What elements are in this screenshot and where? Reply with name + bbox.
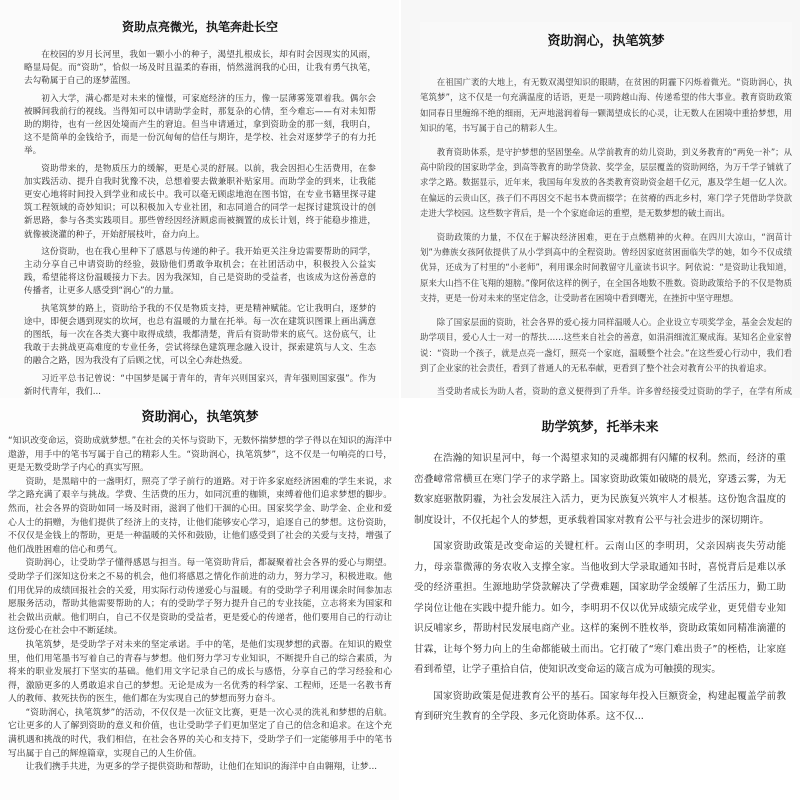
- document-page-1: [0, 0, 400, 398]
- paragraph: 资助带来的，是物质压力的缓解，更是心灵的舒展。以前，我会因担心生活费用，在参加实践活动、提升自我时犹豫不决，总想着要去做兼职补贴家用。而助学金的到来，让我能更安心地将时间投入到学业和成长中。我可以毫无顾虑地泡在图书馆，在专业书籍里探寻建筑工程领域的奇妙知识；可以积极加入专业社团，和志同道合的同学一起探讨建筑设计的创新思路，参与各类实践项目。那些曾经因经济顾虑而被搁置的成长计划，终于能稳步推进，就像被浇灌的种子，开始舒展枝叶，奋力向上。: [24, 163, 376, 240]
- document-title: 资助点亮微光，执笔奔赴长空: [121, 20, 278, 34]
- paragraph: 国家资助政策是促进教育公平的基石。国家每年投入巨额资金，构建起覆盖学前教育到研究生教育的全学段、多元化资助体系。这不仅...: [414, 690, 786, 722]
- document-title: 资助润心，执笔筑梦: [547, 34, 665, 49]
- paragraph: 执笔筑梦的路上，资助给予我的不仅是物质支持，更是精神赋能。它让我明白，逐梦的途中，即便会遇到现实的坎坷，也总有温暖的力量在托举。每一次在建筑识图课上画出满意的图纸，每一次在各类大赛中取得成绩，我都清楚，背后有资助带来的底气。这份底气，让我敢于去挑战更高难度的专业任务，尝试将绿色建筑理念融入设计，探索建筑与人文、生态的融合之路，因为我没有了后顾之忧，可以全心奔赴热爱。: [24, 303, 376, 367]
- paragraph: 除了国家层面的资助，社会各界的爱心接力同样温暖人心。企业设立专项奖学金，基金会发起的助学项目，爱心人士一对一的帮扶……这些来自社会的善意，如涓涓细流汇聚成海。某知名企业家曾说：“资助一个孩子，就是点亮一盏灯，照亮一个家庭，温暖整个社会。”在这些爱心行动中，我们看到了企业家的社会责任，看到了普通人的无私奉献，更看到了整个社会对教育公平的执着追求。: [420, 316, 792, 373]
- paragraph: 资助润心，让受助学子懂得感恩与担当。每一笔资助背后，都凝聚着社会各界的爱心与期望。受助学子们深知这份来之不易的机会，他们将感恩之情化作前进的动力，努力学习，积极进取。他们用优异的成绩回报社会的关爱，用实际行动传递爱心与温暖。有的受助学子利用课余时间参加志愿服务活动，帮助其他需要帮助的人；有的受助学子努力提升自己的专业技能，立志将来为国家和社会做出贡献。他们明白，自己不仅是资助的受益者，更是爱心的传递者，他们要用自己的行动让这份爱心在社会中不断延续。: [8, 558, 392, 637]
- paragraph: “资助润心，执笔筑梦”的活动，不仅仅是一次征文比赛，更是一次心灵的洗礼和梦想的启航。它让更多的人了解到资助的意义和价值，也让受助学子们更加坚定了自己的信念和追求。在这个充满机遇和挑战的时代，我们相信，在社会各界的关心和支持下，受助学子们一定能够用手中的笔书写出属于自己的辉煌篇章，实现自己的人生价值。: [8, 707, 392, 759]
- paragraph: 当受助者成长为助人者，资助的意义便得到了升华。许多曾经接受过资助的学子，在学有所成: [436, 386, 792, 397]
- document-page-2: [400, 0, 800, 398]
- paragraph: 这份资助，也在我心里种下了感恩与传递的种子。我开始更关注身边需要帮助的同学，主动分享自己申请资助的经验，鼓励他们勇敢争取机会；在社团活动中，积极投入公益实践，希望能将这份温暖接力下去。因为我深知，自己是资助的受益者，也该成为这份善意的传播者，让更多人感受到“润心”的力量。: [24, 246, 376, 297]
- paragraph: 习近平总书记曾说：“中国梦是属于青年的，青年兴则国家兴，青年强则国家强”。作为新时代青年，我们...: [24, 373, 376, 397]
- document-page-3: [0, 398, 400, 800]
- paragraph: 在祖国广袤的大地上，有无数双渴望知识的眼睛，在贫困的阴霾下闪烁着微光。“资助润心，执笔筑梦”，这不仅是一句充满温度的话语，更是一项跨越山海、传递希望的伟大事业。教育资助政策如同春日里缠绵不绝的细雨，无声地滋润着每一颗渴望成长的心灵，让无数人在困境中重拾梦想，用知识的笔，书写属于自己的精彩人生。: [420, 77, 792, 134]
- paragraph: 在校园的岁月长河里，我如一颗小小的种子，渴望扎根成长，却有时会因现实的风雨，略显局促。而“资助”，恰似一场及时且温柔的春雨，悄然滋润我的心田，让我有勇气执笔，去勾勒属于自己的逐梦蓝图。: [24, 50, 376, 87]
- paragraph: 在浩瀚的知识星河中，每一个渴望求知的灵魂都拥有闪耀的权利。然而，经济的重峦叠嶂常常横亘在寒门学子的求学路上。国家资助政策如破晓的晨光，穿透云雾，为无数家庭驱散阴霾，为社会发展注入活力，更为民族复兴筑牢人才根基。这份饱含温度的制度设计，不仅托起个人的梦想，更承载着国家对教育公平与社会进步的深切期许。: [414, 453, 786, 526]
- document-body: [420, 22, 792, 398]
- paragraph: 国家资助政策是改变命运的关键杠杆。云南山区的李明玥，父亲因病丧失劳动能力，母亲靠微薄的务农收入支撑全家。当他收到大学录取通知书时，喜悦背后是难以承受的经济重担。生源地助学贷款解决了学费难题，国家助学金缓解了生活压力，勤工助学岗位让他在实践中提升能力。如今，李明玥不仅以优异成绩完成学业，更凭借专业知识反哺家乡，帮助村民发展电商产业。这样的案例不胜枚举，资助政策如同精准滴灌的甘霖，让每个努力向上的生命都能破土而出。它打破了“寒门难出贵子”的桎梏，让家庭看到希望，让学子重拾自信，使知识改变命运的箴言成为可触摸的现实。: [414, 541, 786, 675]
- document-body: [414, 408, 786, 800]
- paragraph: “知识改变命运，资助成就梦想。”在社会的关怀与资助下，无数怀揣梦想的学子得以在知识的海洋中遨游，用手中的笔书写属于自己的精彩人生。“资助润心，执笔筑梦”，这不仅是一句响亮的口号，更是无数受助学子内心的真实写照。: [8, 436, 392, 474]
- paragraph: 初入大学，满心都是对未来的憧憬，可家庭经济的压力，像一层薄雾笼罩着我。偶尔会被瞬间我前行的视线。当得知可以申请助学金时，那复杂的心情，至今难忘——有对未知帮助的期待，也有一丝因处境而产生的窘迫。但当申请通过，拿到资助金的那一刻，我明白，这不是简单的金钱给予，而是一份沉甸甸的信任与期许，是学校、社会对逐梦学子的有力托举。: [24, 93, 376, 157]
- page-divider: [399, 0, 401, 800]
- document-body: [24, 18, 376, 398]
- paragraph: 资助政策的力量，不仅在于解决经济困难，更在于点燃精神的火种。在四川大凉山，“润苗计划”为彝族女孩阿依提供了从小学到高中的全程资助。曾经因家庭贫困面临失学的她，如今不仅成绩优异，还成为了村里的“小老师”，利用课余时间教留守儿童读书识字。阿依说：“是资助让我知道，原来大山挡不住飞翔的翅膀。”像阿依这样的例子，在全国各地数不胜数。资助政策给予的不仅是物质支持，更是一份对未来的坚定信念，让受助者在困境中看到曙光，在挫折中坚守理想。: [420, 231, 792, 304]
- document-page-4: [400, 398, 800, 800]
- paragraph: 资助，是黑暗中的一盏明灯，照亮了学子前行的道路。对于许多家庭经济困难的学生来说，求学之路充满了艰辛与挑战。学费、生活费的压力，如同沉重的枷锁，束缚着他们追求梦想的脚步。然而，社会各界的资助如同一场及时雨，滋润了他们干涸的心田。国家奖学金、助学金、企业和爱心人士的捐赠，为他们提供了经济上的支持，让他们能够安心学习，追逐自己的梦想。这份资助，不仅仅是金钱上的帮助，更是一种温暖的关怀和鼓励，让他们感受到了社会的关爱与支持，增强了他们战胜困难的信心和勇气。: [8, 476, 392, 555]
- paragraph: 教育资助体系，是守护梦想的坚固堡垒。从学前教育的幼儿资助，到义务教育的“两免一补”；从高中阶段的国家助学金，到高等教育的助学贷款、奖学金，层层覆盖的资助网络，为万千学子铺就了求学之路。数据显示，近年来，我国每年发放的各类教育资助资金超千亿元，惠及学生超一亿人次。在偏远的云贵山区，孩子们不再因交不起书本费而辍学；在贫瘠的西北乡村，寒门学子凭借助学贷款走进大学校园。这些数字背后，是一个个家庭命运的重塑，是无数梦想的破土而出。: [420, 146, 792, 219]
- document-title: 资助润心，执笔筑梦: [141, 410, 259, 425]
- document-body: [8, 406, 392, 800]
- paragraph: 让我们携手共进，为更多的学子提供资助和帮助，让他们在知识的海洋中自由翱翔，让梦...: [25, 762, 378, 773]
- paragraph: 执笔筑梦，是受助学子对未来的坚定承诺。手中的笔，是他们实现梦想的武器。在知识的殿堂里，他们用笔墨书写着自己的青春与梦想。他们努力学习专业知识，不断提升自己的综合素质，为将来的职业发展打下坚实的基础。他们用文字记录自己的成长与感悟，分享自己的学习经验和心得，激励更多的人勇敢追求自己的梦想。无论是成为一名优秀的科学家、工程师，还是一名教书育人的教师、救死扶伤的医生，他们都在为实现自己的梦想而努力奋斗。: [8, 639, 392, 705]
- document-title: 助学筑梦，托举未来: [541, 420, 659, 435]
